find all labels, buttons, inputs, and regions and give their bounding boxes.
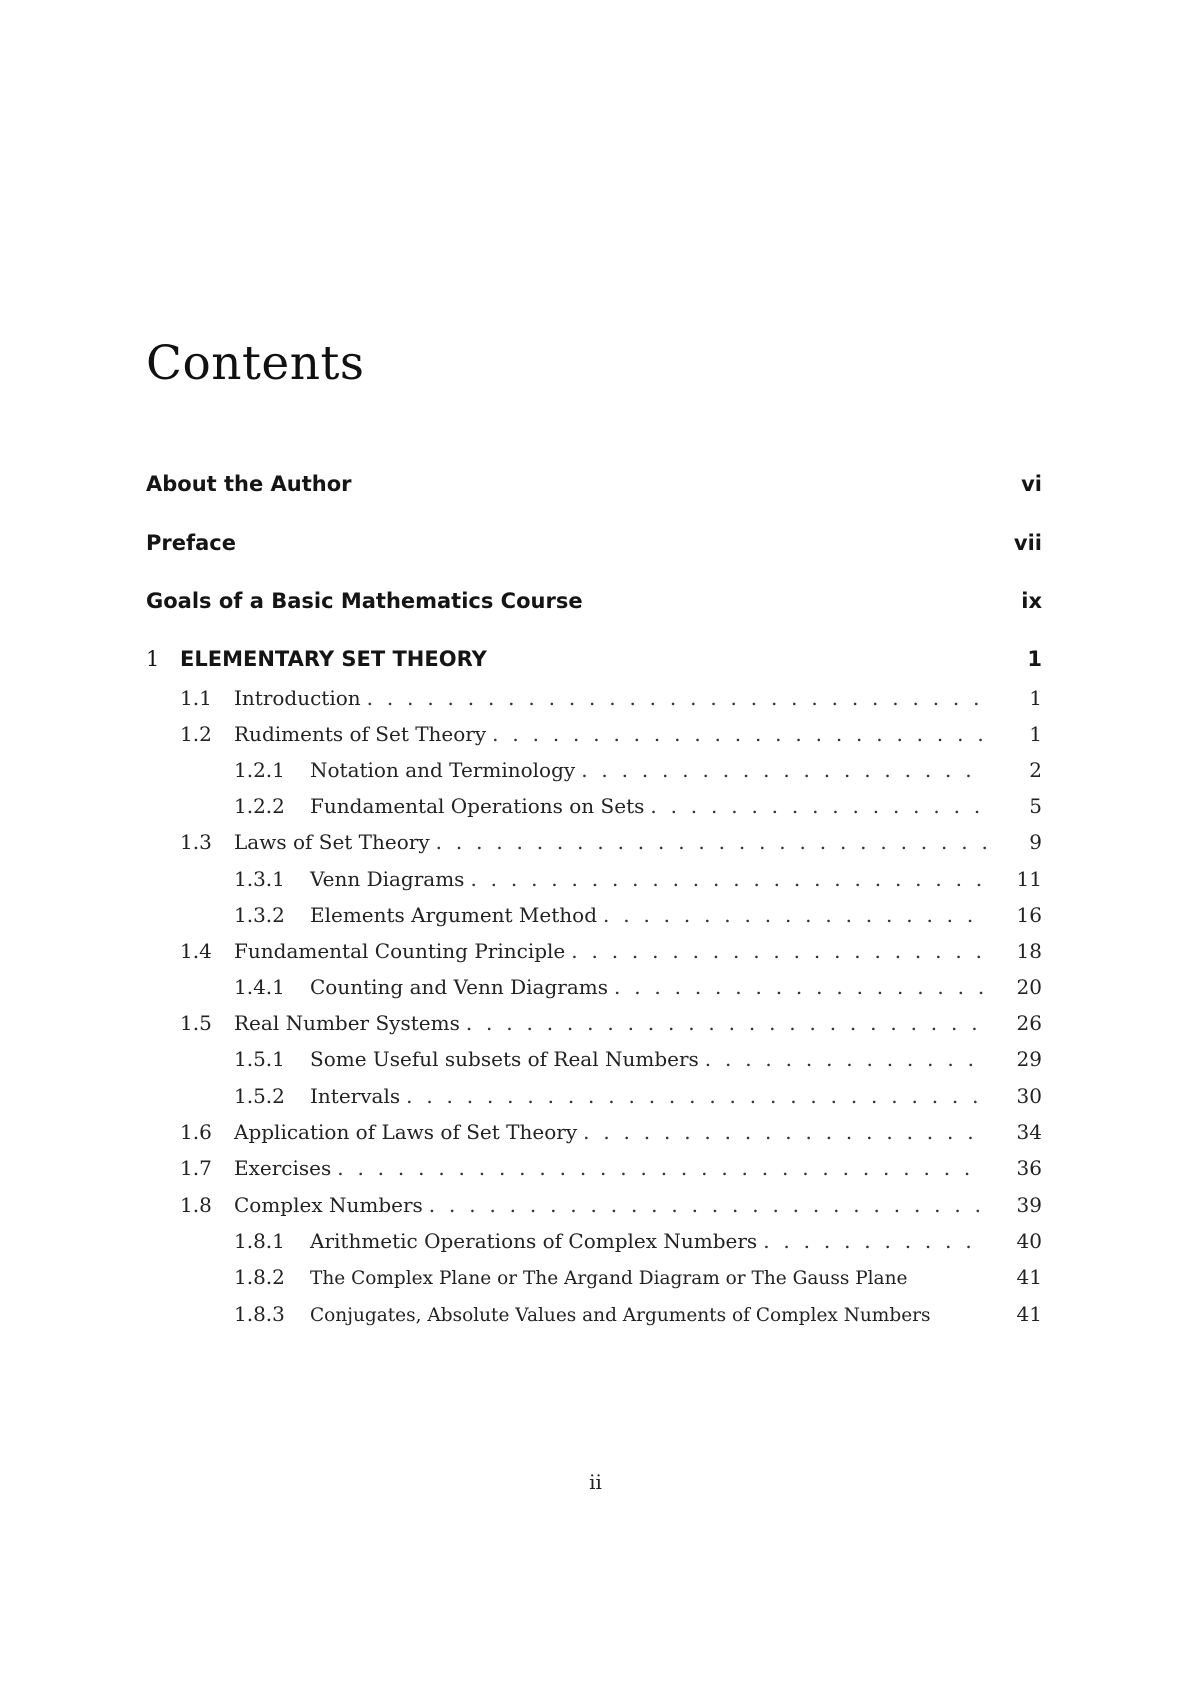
section-number: 1.6 — [180, 1120, 212, 1144]
dot-leader — [705, 1047, 986, 1071]
section-page: 34 — [1016, 1120, 1042, 1144]
section-page: 9 — [1029, 830, 1042, 854]
toc-subsection-1-8-1[interactable] — [234, 1229, 1042, 1253]
subsection-page: 16 — [1016, 903, 1042, 927]
subsection-number: 1.8.3 — [234, 1302, 285, 1326]
toc-section-1-4[interactable] — [180, 939, 1042, 963]
subsection-title: The Complex Plane or The Argand Diagram or The Gauss Plane — [310, 1268, 908, 1289]
toc-section-1-7[interactable] — [180, 1156, 1042, 1180]
toc-section-1-5[interactable] — [180, 1011, 1042, 1035]
subsection-number: 1.4.1 — [234, 975, 285, 999]
dot-leader — [492, 722, 986, 746]
toc-subsection-1-8-3[interactable] — [234, 1302, 1042, 1326]
section-number: 1.7 — [180, 1156, 212, 1180]
toc-entry-preface[interactable] — [146, 531, 1042, 555]
section-title: Exercises — [234, 1156, 332, 1180]
subsection-title: Arithmetic Operations of Complex Numbers — [310, 1229, 758, 1253]
subsection-number: 1.3.2 — [234, 903, 285, 927]
dot-leader — [583, 1120, 986, 1144]
subsection-title: Elements Argument Method — [310, 903, 598, 927]
toc-entry-page: vii — [1013, 531, 1042, 555]
section-title: Fundamental Counting Principle — [234, 939, 566, 963]
section-page: 26 — [1016, 1011, 1042, 1035]
toc-chapter-1[interactable] — [146, 647, 1042, 671]
toc-subsection-1-2-2[interactable] — [234, 794, 1042, 818]
subsection-title: Intervals — [310, 1084, 401, 1108]
dot-leader — [650, 794, 986, 818]
section-title: Real Number Systems — [234, 1011, 460, 1035]
toc-entry-goals[interactable] — [146, 589, 1042, 613]
section-number: 1.8 — [180, 1193, 212, 1217]
section-title: Rudiments of Set Theory — [234, 722, 487, 746]
subsection-title: Fundamental Operations on Sets — [310, 794, 645, 818]
toc-entry-page: ix — [1021, 589, 1042, 613]
toc-entry-title: Goals of a Basic Mathematics Course — [146, 589, 583, 613]
subsection-number: 1.3.1 — [234, 867, 285, 891]
subsection-title: Conjugates, Absolute Values and Arguments of Complex Numbers — [310, 1305, 931, 1326]
subsection-number: 1.8.2 — [234, 1265, 285, 1289]
toc-subsection-1-2-1[interactable] — [234, 758, 1042, 782]
section-page: 1 — [1029, 722, 1042, 746]
section-page: 36 — [1016, 1156, 1042, 1180]
subsection-number: 1.2.1 — [234, 758, 285, 782]
subsection-page: 2 — [1029, 758, 1042, 782]
subsection-title: Notation and Terminology — [310, 758, 576, 782]
toc-subsection-1-4-1[interactable] — [234, 975, 1042, 999]
dot-leader — [466, 1011, 986, 1035]
chapter-number: 1 — [146, 647, 160, 671]
subsection-page: 20 — [1016, 975, 1042, 999]
toc-section-1-1[interactable] — [180, 686, 1042, 710]
footer-page-number: ii — [589, 1470, 602, 1494]
subsection-page: 41 — [1016, 1302, 1042, 1326]
subsection-number: 1.2.2 — [234, 794, 285, 818]
toc-subsection-1-5-2[interactable] — [234, 1084, 1042, 1108]
section-page: 18 — [1016, 939, 1042, 963]
section-title: Introduction — [234, 686, 361, 710]
dot-leader — [763, 1229, 986, 1253]
toc-entry-title: About the Author — [146, 472, 352, 496]
dot-leader — [367, 686, 986, 710]
toc-section-1-2[interactable] — [180, 722, 1042, 746]
toc-subsection-1-8-2[interactable] — [234, 1265, 1042, 1289]
subsection-number: 1.5.2 — [234, 1084, 285, 1108]
section-title: Laws of Set Theory — [234, 830, 430, 854]
subsection-page: 30 — [1016, 1084, 1042, 1108]
section-number: 1.3 — [180, 830, 212, 854]
toc-section-1-8[interactable] — [180, 1193, 1042, 1217]
dot-leader — [406, 1084, 986, 1108]
section-number: 1.2 — [180, 722, 212, 746]
dot-leader — [470, 867, 986, 891]
section-number: 1.4 — [180, 939, 212, 963]
page-title: Contents — [146, 336, 365, 391]
toc-subsection-1-3-2[interactable] — [234, 903, 1042, 927]
dot-leader — [603, 903, 986, 927]
dot-leader — [581, 758, 986, 782]
section-page: 1 — [1029, 686, 1042, 710]
dot-leader — [337, 1156, 986, 1180]
subsection-title: Counting and Venn Diagrams — [310, 975, 608, 999]
subsection-page: 11 — [1016, 867, 1042, 891]
section-title: Application of Laws of Set Theory — [234, 1120, 578, 1144]
dot-leader — [429, 1193, 986, 1217]
toc-subsection-1-3-1[interactable] — [234, 867, 1042, 891]
toc-section-1-3[interactable] — [180, 830, 1042, 854]
subsection-title: Some Useful subsets of Real Numbers — [310, 1047, 699, 1071]
toc-entry-page: vi — [1021, 472, 1042, 496]
subsection-number: 1.5.1 — [234, 1047, 285, 1071]
subsection-number: 1.8.1 — [234, 1229, 285, 1253]
toc-section-1-6[interactable] — [180, 1120, 1042, 1144]
subsection-page: 40 — [1016, 1229, 1042, 1253]
chapter-page: 1 — [1027, 647, 1042, 671]
subsection-title: Venn Diagrams — [310, 867, 465, 891]
dot-leader — [571, 939, 986, 963]
toc-entry-title: Preface — [146, 531, 236, 555]
section-number: 1.5 — [180, 1011, 212, 1035]
subsection-page: 41 — [1016, 1265, 1042, 1289]
subsection-page: 5 — [1029, 794, 1042, 818]
chapter-title: ELEMENTARY SET THEORY — [180, 647, 487, 671]
section-number: 1.1 — [180, 686, 212, 710]
dot-leader — [614, 975, 986, 999]
toc-subsection-1-5-1[interactable] — [234, 1047, 1042, 1071]
subsection-page: 29 — [1016, 1047, 1042, 1071]
dot-leader — [436, 830, 986, 854]
toc-entry-about-the-author[interactable] — [146, 472, 1042, 496]
section-page: 39 — [1016, 1193, 1042, 1217]
section-title: Complex Numbers — [234, 1193, 423, 1217]
